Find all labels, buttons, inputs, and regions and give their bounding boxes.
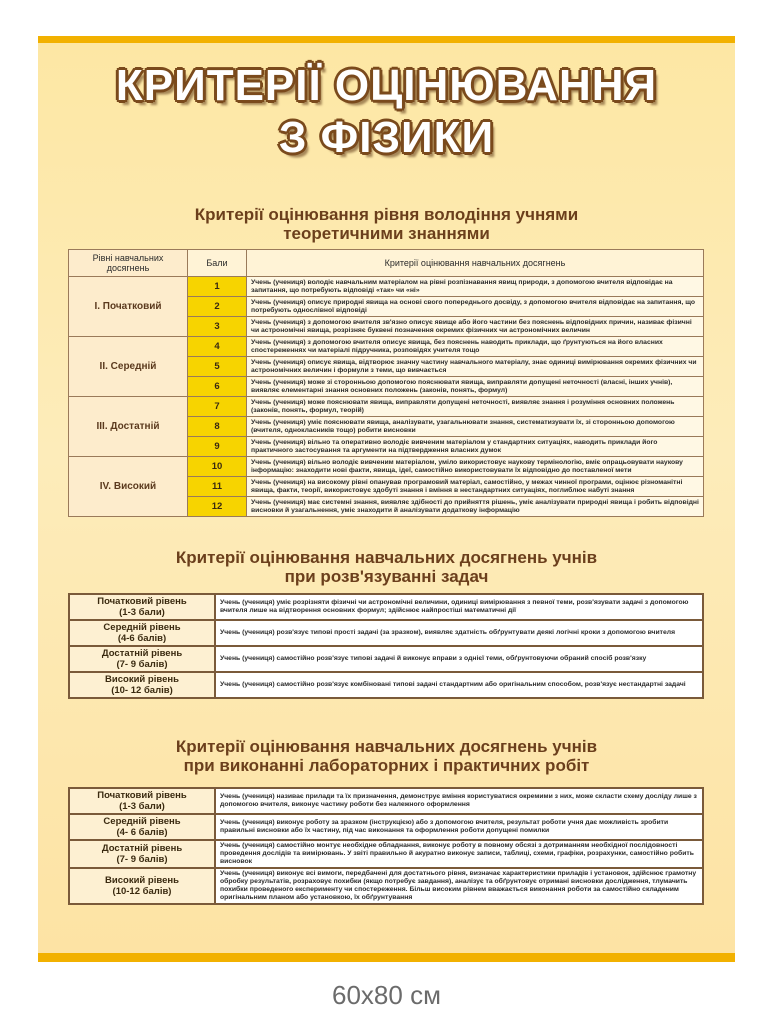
criteria-cell: Учень (учениця) уміє розрізняти фізичні чи астрономічні величини, одиниці вимірювання з певної теми, розв'язувати задачі з допомогою вчителя лише на відтворення основних формул; здійснює найпростіші математичні дії xyxy=(215,594,703,620)
level-cell xyxy=(69,840,215,868)
criteria-cell: Учень (учениця) називає прилади та їх призначення, демонструє вміння користуватися окремими з них, може скласти схему досліду лише з допомогою вчителя, виконує частину роботи без належного оформлення xyxy=(215,788,703,814)
level-cell: ІV. Високий xyxy=(69,457,188,517)
points-cell: 7 xyxy=(188,397,247,417)
points-cell: 11 xyxy=(188,477,247,497)
table-row xyxy=(69,840,703,868)
criteria-cell: Учень (учениця) може зі сторонньою допомогою пояснювати явища, виправляти допущені неточності (власні, інших учнів), виявляє елементарні знання основних положень (законів, понять, формул) xyxy=(247,377,704,397)
criteria-cell: Учень (учениця) самостійно монтує необхідне обладнання, виконує роботу в повному обсязі з дотриманням необхідної послідовності проведення дослідів та вимірювань. У звіті правильно й акуратно виконує записи, таблиці, схеми, графіки, розрахунки, самостійно робить висновок xyxy=(215,840,703,868)
problem-solving-table xyxy=(68,593,704,699)
points-cell: 2 xyxy=(188,297,247,317)
criteria-cell: Учень (учениця) володіє навчальним матеріалом на рівні розпізнавання явищ природи, з допомогою вчителя відповідає на запитання, що потребують відповіді «так» чи «ні» xyxy=(247,277,704,297)
poster-title-line2: З ФІЗИКИ xyxy=(278,113,495,162)
criteria-cell: Учень (учениця) вільно та оперативно володіє вивченим матеріалом у стандартних ситуаціях, наводить приклади його практичного застосування та аргументи на підтвердження власних думок xyxy=(247,437,704,457)
section3-heading xyxy=(38,737,735,775)
level-cell xyxy=(69,868,215,904)
section1-heading xyxy=(38,205,735,243)
level-cell xyxy=(69,814,215,840)
level-range: (4-6 балів) xyxy=(117,633,167,644)
level-range: (7- 9 балів) xyxy=(116,854,168,865)
criteria-cell: Учень (учениця) самостійно розв'язує типові задачі й виконує вправи з однієї теми, обґрунтовуючи обраний спосіб розв'язку xyxy=(215,646,703,672)
level-name: Високий рівень xyxy=(105,674,179,685)
points-cell: 9 xyxy=(188,437,247,457)
section1-heading-line1: Критерії оцінювання рівня володіння учнями xyxy=(194,205,579,224)
level-cell xyxy=(69,672,215,698)
level-name: Високий рівень xyxy=(105,875,179,886)
points-cell: 10 xyxy=(188,457,247,477)
table-row xyxy=(69,620,703,646)
points-cell: 12 xyxy=(188,497,247,517)
criteria-cell: Учень (учениця) може пояснювати явища, виправляти допущені неточності, виявляє знання і розуміння основних положень (законів, понять, формул, теорій) xyxy=(247,397,704,417)
section3-heading-line1: Критерії оцінювання навчальних досягнень учнів xyxy=(175,737,598,756)
criteria-cell: Учень (учениця) з допомогою вчителя описує явища, без пояснень наводить приклади, що ґрунтуються на його власних спостереженнях чи матеріалі підручника, розповідях учителя тощо xyxy=(247,337,704,357)
level-range: (1-3 бали) xyxy=(119,607,165,618)
points-cell: 8 xyxy=(188,417,247,437)
criteria-cell: Учень (учениця) з допомогою вчителя зв'язно описує явище або його частини без пояснень відповідних причин, називає фізичні чи астрономічні явища, розрізняє буквені позначення окремих фізичних чи астрономічних величин xyxy=(247,317,704,337)
level-cell: ІІ. Середній xyxy=(69,337,188,397)
table-row xyxy=(69,397,704,417)
criteria-cell: Учень (учениця) на високому рівні опанував програмовий матеріал, самостійно, у межах чинної програми, оцінює різноманітні явища, факти, теорії, використовує здобуті знання і вміння в нестандартних ситуаціях, поглиблює набуті знання xyxy=(247,477,704,497)
level-name: Достатній рівень xyxy=(101,843,183,854)
table-row xyxy=(69,594,703,620)
level-cell xyxy=(69,594,215,620)
theory-criteria-table xyxy=(68,249,704,517)
section2-heading xyxy=(38,548,735,586)
level-cell: І. Початковий xyxy=(69,277,188,337)
criteria-cell: Учень (учениця) самостійно розв'язує комбіновані типові задачі стандартним або оригінальним способом, розв'язує нестандартні задачі xyxy=(215,672,703,698)
level-range: (1-3 бали) xyxy=(119,801,165,812)
criteria-cell: Учень (учениця) описує явища, відтворює значну частину навчального матеріалу, знає одиниці вимірювання окремих фізичних чи астрономічних величин і формули з теми, що вивчається xyxy=(247,357,704,377)
points-cell: 6 xyxy=(188,377,247,397)
level-name: Достатній рівень xyxy=(101,648,183,659)
criteria-cell: Учень (учениця) уміє пояснювати явища, аналізувати, узагальнювати знання, систематизувати їх, зі сторонньою допомогою (вчителя, однокласників тощо) робити висновки xyxy=(247,417,704,437)
col-header-level: Рівні навчальних досягнень xyxy=(69,250,188,277)
criteria-cell: Учень (учениця) розв'язує типові прості задачі (за зразком), виявляє здатність обґрунтувати деякі логічні кроки з допомогою вчителя xyxy=(215,620,703,646)
points-cell: 3 xyxy=(188,317,247,337)
level-cell: ІІІ. Достатній xyxy=(69,397,188,457)
section3-heading-line2: при виконанні лабораторних і практичних робіт xyxy=(183,756,590,775)
level-name: Середній рівень xyxy=(103,816,181,827)
table-row xyxy=(69,788,703,814)
criteria-cell: Учень (учениця) виконує всі вимоги, передбачені для достатнього рівня, визначає характеристики приладів і установок, здійснює грамотну обробку результатів, розраховує похибки (якщо потребує завдання), аналізує та обґрунтовує отримані висновки дослідження, тлумачить похибки проведеного експерименту чи спостереження. Більш високим рівнем вважається виконання роботи за самостійно складеним оригінальним планом або установкою, їх обґрунтування xyxy=(215,868,703,904)
table-row xyxy=(69,277,704,297)
table-row xyxy=(69,457,704,477)
lab-work-table xyxy=(68,787,704,905)
size-label: 60x80 см xyxy=(332,980,441,1010)
table-row xyxy=(69,337,704,357)
section2-heading-line2: при розв'язуванні задач xyxy=(284,567,489,586)
table-row xyxy=(69,868,703,904)
level-range: (10- 12 балів) xyxy=(111,685,173,696)
points-cell: 5 xyxy=(188,357,247,377)
points-cell: 1 xyxy=(188,277,247,297)
level-cell xyxy=(69,646,215,672)
col-header-points: Бали xyxy=(188,250,247,277)
section2-heading-line1: Критерії оцінювання навчальних досягнень учнів xyxy=(175,548,598,567)
criteria-cell: Учень (учениця) має системні знання, виявляє здібності до прийняття рішень, уміє аналізувати природні явища і робить відповідні висновки й узагальнення, уміє знаходити й аналізувати додаткову інформацію xyxy=(247,497,704,517)
level-cell xyxy=(69,788,215,814)
level-range: (7- 9 балів) xyxy=(116,659,168,670)
level-name: Початковий рівень xyxy=(97,596,187,607)
col-header-criteria: Критерії оцінювання навчальних досягнень xyxy=(247,250,704,277)
table-row xyxy=(69,646,703,672)
section1-heading-line2: теоретичними знаннями xyxy=(283,224,490,243)
criteria-cell: Учень (учениця) виконує роботу за зразком (інструкцією) або з допомогою вчителя, результат роботи учня дає можливість зробити правильні висновки або їх частину, під час виконання та оформлення роботи допущені помилки xyxy=(215,814,703,840)
poster-title-line1: КРИТЕРІЇ ОЦІНЮВАННЯ xyxy=(115,61,658,110)
level-range: (4- 6 балів) xyxy=(116,827,168,838)
level-cell xyxy=(69,620,215,646)
level-name: Середній рівень xyxy=(103,622,181,633)
table-row xyxy=(69,814,703,840)
level-name: Початковий рівень xyxy=(97,790,187,801)
points-cell: 4 xyxy=(188,337,247,357)
table-row xyxy=(69,672,703,698)
criteria-cell: Учень (учениця) описує природні явища на основі свого попереднього досвіду, з допомогою вчителя відповідає на запитання, що потребують однослівної відповіді xyxy=(247,297,704,317)
poster-board xyxy=(38,36,735,962)
criteria-cell: Учень (учениця) вільно володіє вивченим матеріалом, уміло використовує наукову термінологію, вміє опрацьовувати наукову інформацію: знаходити нові факти, явища, ідеї, самостійно використовувати їх відповідно до поставленої мети xyxy=(247,457,704,477)
level-range: (10-12 балів) xyxy=(112,886,172,897)
